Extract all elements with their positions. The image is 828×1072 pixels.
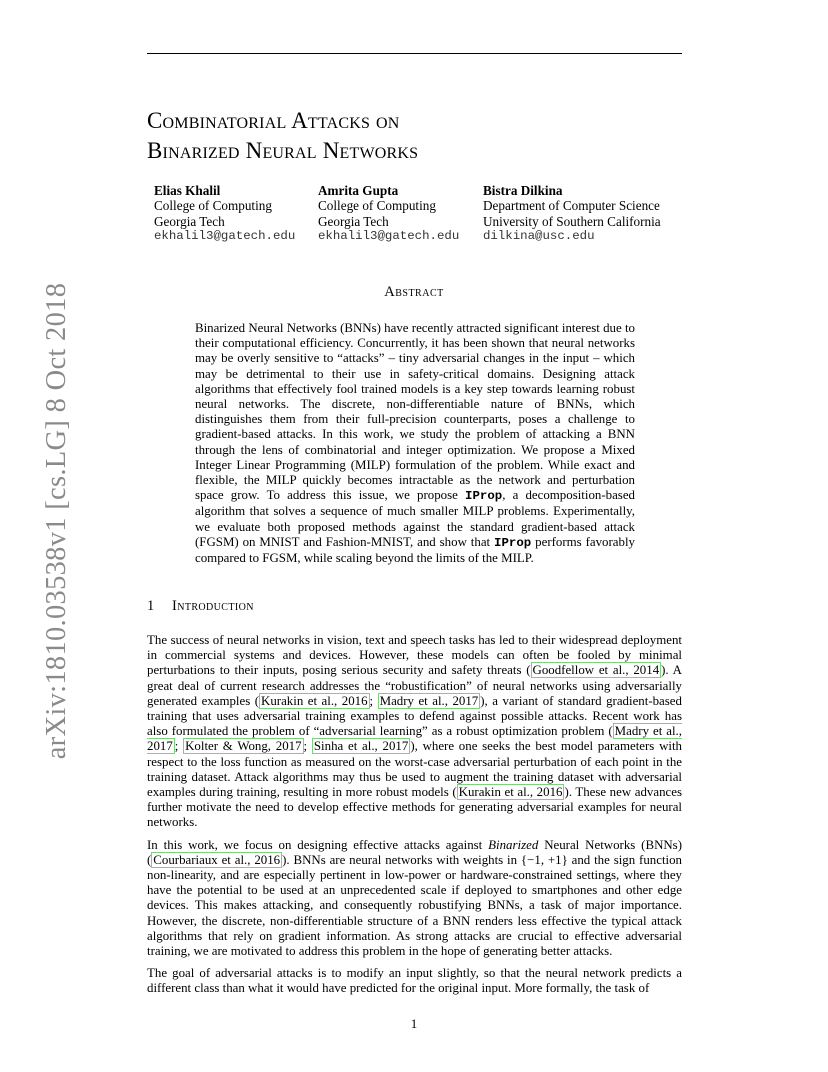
paragraph-text: In this work, we focus on designing effective attacks against bbox=[147, 837, 489, 852]
abstract-text: Binarized Neural Networks (BNNs) have recently attracted significant interest due to their computational efficiency. Concurrently, it has been shown that neural networks may be overly sensitive to “attacks” – tiny adversarial changes in the input – which may be detrimental to their use in safety-critical domains. Designing attack algorithms that effectively fool trained models is a key step towards learning robust neural networks. The discrete, non-differentiable nature of BNNs, which distinguishes them from their full-precision counterparts, poses a challenge to gradient-based attacks. In this work, we study the problem of attacking a BNN through the lens of combinatorial and integer optimization. We propose a Mixed Integer Linear Programming (MILP) formulation of the problem. While exact and flexible, the MILP quickly becomes intractable as the network and perturbation space grow. To address this issue, we propose bbox=[195, 321, 635, 503]
paragraph-text: The success of neural networks in vision, text and speech tasks has led to their widespread deployment in commercial systems and devices. However, these models can often be fooled by minimal perturbations to their inputs, posing serious security and safety threats ( bbox=[147, 633, 682, 678]
title-line-1: Combinatorial Attacks on bbox=[147, 108, 400, 133]
citation-link[interactable]: Kolter & Wong, 2017 bbox=[185, 739, 302, 754]
paragraph-text: Neural Networks (BNNs) ( bbox=[147, 837, 682, 867]
author-name: Amrita Gupta bbox=[318, 183, 399, 198]
intro-paragraph-3: The goal of adversarial attacks is to modify an input slightly, so that the neural network predicts a different class than what it would have predicted for the original input. More formally, the task of bbox=[147, 966, 682, 996]
title-line-2: Binarized Neural Networks bbox=[147, 138, 419, 163]
paragraph-text: ). BNNs are neural networks with weights in {−1, +1} and the sign function non-linearity, and are especially pertinent in low-power or hardware-constrained settings, where they have the potential to be used at an unprecedented scale if deployed to smartphones and other edge devices. This makes attacking, and consequently robustifying BNNs, a task of major importance. However, the discrete, non-differentiable structure of a BNN renders less effective the typical attack algorithms that rely on gradient information. As strong attacks are crucial to effective adversarial training, we are motivated to address this problem in the hope of generating better attacks. bbox=[147, 852, 682, 959]
page-number: 1 bbox=[410, 1016, 418, 1031]
arxiv-identifier-stamp: arXiv:1810.03538v1 [cs.LG] 8 Oct 2018 bbox=[41, 282, 72, 760]
intro-paragraph-2 bbox=[147, 838, 682, 960]
introduction-body bbox=[147, 633, 682, 1004]
section-heading bbox=[147, 598, 254, 615]
top-rule bbox=[147, 53, 682, 54]
iprop-term: IProp bbox=[494, 535, 532, 550]
paragraph-text: ; bbox=[369, 693, 378, 708]
author-name: Elias Khalil bbox=[154, 183, 221, 198]
author-institution: Georgia Tech bbox=[318, 213, 389, 229]
citation-link[interactable]: Courbariaux et al., 2016 bbox=[153, 852, 281, 867]
author-email: ekhalil3@gatech.edu bbox=[154, 228, 296, 243]
abstract-text: , a decomposition-based algorithm that solves a sequence of much smaller MILP problems. Experimentally, we evaluate both proposed methods against the standard gradient-based attack (FGSM) on MNIST and Fashion-MNIST, and show that bbox=[195, 488, 635, 549]
iprop-term: IProp bbox=[465, 489, 503, 504]
author-affiliation: College of Computing bbox=[154, 198, 272, 214]
paragraph-text: ), where one seeks the best model parameters with respect to the loss function as measured on the worst-case adversarial perturbation of each point in the training dataset. Attack algorithms may thus be used to augment the training dataset with adversarial examples during training, resulting in more robust models ( bbox=[147, 739, 682, 800]
author-1 bbox=[154, 183, 295, 244]
paragraph-text: ). These new advances further motivate the need to develop effective methods for generating adversarial examples for neural networks. bbox=[147, 785, 682, 830]
section-number: 1 bbox=[147, 598, 155, 614]
emphasis-text: Binarized bbox=[488, 837, 539, 852]
author-institution: University of Southern California bbox=[483, 213, 661, 229]
author-affiliation: College of Computing bbox=[318, 198, 436, 214]
author-3 bbox=[483, 183, 661, 244]
paragraph-text: ). A great deal of current research addresses the “robustification” of neural networks using adversarially generated examples ( bbox=[147, 663, 682, 708]
paper-title bbox=[147, 106, 418, 166]
author-affiliation: Department of Computer Science bbox=[483, 198, 660, 214]
author-name: Bistra Dilkina bbox=[483, 183, 563, 198]
author-email: dilkina@usc.edu bbox=[483, 228, 595, 243]
abstract-body bbox=[195, 321, 635, 566]
author-email: ekhalil3@gatech.edu bbox=[318, 228, 460, 243]
paragraph-text: ), a variant of standard gradient-based training that uses adversarial training examples to defend against possible attacks. Recent work has also formulated the problem of “adversarial learning” as a robust optimization problem ( bbox=[147, 693, 682, 739]
abstract-text: performs favorably compared to FGSM, while scaling beyond the limits of the MILP. bbox=[195, 534, 635, 566]
citation-link[interactable]: Goodfellow et al., 2014 bbox=[532, 663, 660, 678]
citation-link[interactable]: Sinha et al., 2017 bbox=[313, 739, 409, 754]
citation-link[interactable]: Madry et al., 2017 bbox=[379, 693, 479, 708]
author-2 bbox=[318, 183, 459, 244]
intro-paragraph-1 bbox=[147, 633, 682, 831]
citation-link[interactable]: Madry et al., 2017 bbox=[147, 724, 683, 754]
citation-link[interactable]: Kurakin et al., 2016 bbox=[261, 693, 368, 708]
abstract-paragraph bbox=[195, 321, 635, 566]
paragraph-text: ; bbox=[174, 739, 184, 754]
abstract-heading: Abstract bbox=[384, 284, 444, 300]
section-title: Introduction bbox=[172, 598, 254, 614]
paragraph-text: ; bbox=[303, 739, 312, 754]
author-institution: Georgia Tech bbox=[154, 213, 225, 229]
citation-link[interactable]: Kurakin et al., 2016 bbox=[458, 785, 563, 800]
